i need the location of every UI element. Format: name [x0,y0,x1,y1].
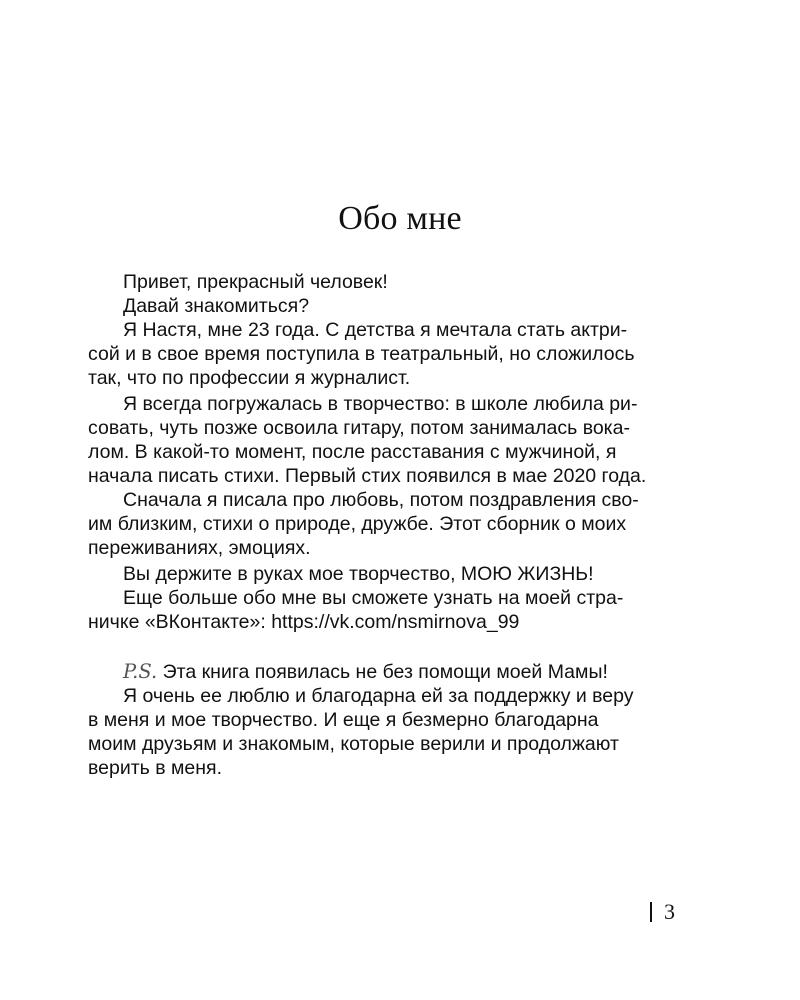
page-title: Обо мне [338,200,462,237]
text-line: Вы держите в руках мое творчество, МОЮ ЖИЗНЬ! [123,563,594,585]
ps-label: P.S. [123,660,158,683]
text-line: Я всегда погружалась в творчество: в школе любила ри- [123,393,638,415]
text-line: переживаниях, эмоциях. [88,537,311,559]
text-line: Сначала я писала про любовь, потом поздравления сво- [123,489,639,511]
text-line: ничке «ВКонтакте»: https://vk.com/nsmirnova_99 [88,611,520,633]
text-line: лом. В какой-то момент, после расставания с мужчиной, я [88,441,617,463]
ps-text: Эта книга появилась не без помощи моей Мамы! [162,661,608,683]
text-line: Привет, прекрасный человек! [123,271,388,293]
ps-line [123,660,608,684]
text-line: начала писать стихи. Первый стих появился в мае 2020 года. [88,465,647,487]
text-line: моим друзьям и знакомым, которые верили и продолжают [88,733,619,755]
text-line: так, что по профессии я журналист. [88,367,411,389]
text-line: верить в меня. [88,757,223,779]
page-number: 3 [664,899,675,924]
text-line: Я очень ее люблю и благодарна ей за поддержку и веру [123,685,634,707]
text-line: им близким, стихи о природе, дружбе. Этот сборник о моих [88,513,627,535]
page-footer [650,898,675,926]
footer-divider [650,902,652,922]
text-line: сой и в свое время поступила в театральный, но сложилось [88,343,635,365]
text-line: совать, чуть позже освоила гитару, потом занималась вока- [88,417,630,439]
text-line: Я Настя, мне 23 года. С детства я мечтала стать актри- [123,319,628,341]
text-line: Еще больше обо мне вы сможете узнать на моей стра- [123,587,624,609]
text-line: Давай знакомиться? [123,295,310,317]
text-line: в меня и мое творчество. И еще я безмерно благодарна [88,709,599,731]
